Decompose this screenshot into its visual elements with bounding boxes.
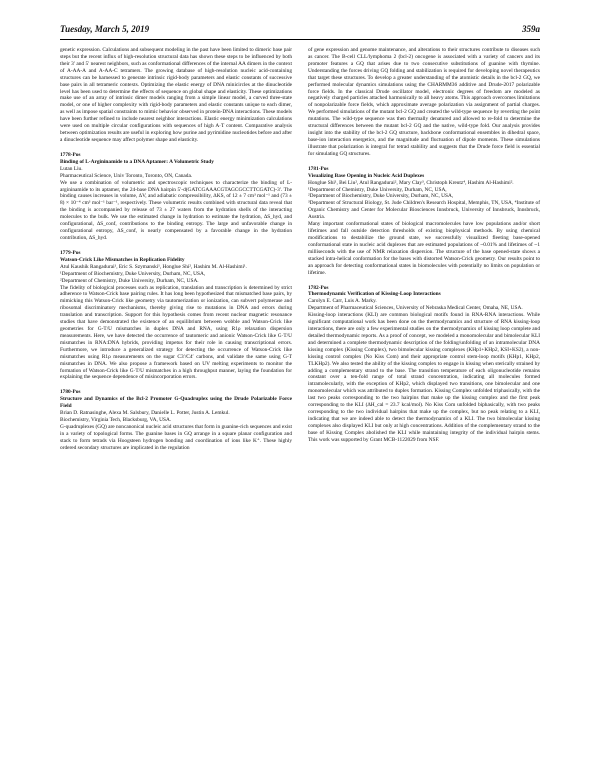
- abstract-authors: Brian D. Ratnasinghe, Alexa M. Salsbury, Danielle L. Potter, Justin A. Lemkul.: [60, 410, 230, 417]
- abstract-authors: Carolyn E. Carr, Luis A. Marky.: [308, 298, 377, 305]
- abstract-id: 1780-Pos: [60, 389, 81, 396]
- abstract-affiliations: [60, 173, 292, 180]
- abstract-title: Thermodynamic Verification of Kissing-Loop Interactions: [308, 291, 441, 298]
- abstract-title: Watson-Crick Like Mismatches in Replication Fidelity: [60, 256, 185, 263]
- affiliation: Department of Pharmaceutical Sciences, University of Nebraska Medical Center, Omaha, NE, USA.: [308, 305, 523, 312]
- abstract-1781: [308, 166, 540, 277]
- affiliation: ³Department of Structural Biology, St. Jude Children's Research Hospital, Memphis, TN, USA, ⁴Institute of Organic Chemistry and Center for Molecular Biosciences Innsbruck, University of Innsbruck, Innsbruck, Austria.: [308, 200, 540, 221]
- continued-text: genetic expression. Calculations and subsequent modeling in the past have been limited to dimeric base pair steps but the recent influx of high-resolution structural data has shown these steps to be influenced by both their 3′ and 5′ nearest neighbors, such as conformational differences of the internal AA dimers in the context of A-AA-A and A-AA-C tetramers. The growing database of high-resolution nucleic acid-containing structures can be harnessed to generate intrinsic rigid-body parameters and elastic constants of successive base pairs in all tetrameric contexts. Optimizing the elastic energy of DNA minicircles at the dinucleotide level has been used to determine the effects of sequence on global shape and elasticity. These optimizations make use of an array of intrinsic dimer models ranging from a simple linear model, a curved three-state model, or one of higher complexity with rigid-body parameters and elastic constants unique to each dimer, as well as impose spatial constraints to mimic behavior observed in protein-DNA interactions. These models have been further refined to include nearest neighbor interactions. Elastic energy minimization calculations were used on multiple circular configurations with sequences of high A·T content. Comparative analysis between optimization results are useful in exploring how purine and pyrimidine nucleotides before and after a dinucleotide sequence may affect polymer shape and elasticity.: [60, 47, 292, 143]
- abstract-id: 1782-Pos: [308, 284, 329, 291]
- abstract-1778: [60, 152, 292, 242]
- affiliation: ¹Department of Chemistry, Duke University, Durham, NC, USA,: [308, 186, 447, 193]
- abstract-id: 1779-Pos: [60, 249, 81, 256]
- continued-text: of gene expression and genome maintenance, and alterations to their structures contribute to diseases such as cancer. The B-cell CLL/lymphoma 2 (bcl-2) oncogene is associated with a variety of cancers and its promoter features a GQ that arises due to two consecutive substitutions of guanine with thymine. Understanding the forces driving GQ folding and stabilization is required for developing novel therapeutics that target these structures. To develop a greater understanding of the atomistic details in the bcl-2 GQ, we performed molecular dynamics simulations using the CHARMM36 additive and Drude-2017 polarizable force fields. In the classical Drude oscillator model, electronic degrees of freedom are modeled as negatively charged particles attached harmonically to all heavy atoms. This approach overcomes limitations of nonpolarizable force fields, which approximate average polarization via assignment of partial charges. We performed simulations of the mutant bcl-2 GQ and created the wild-type sequence by reverting the point mutations. The wild-type sequence was then thermally denatured and allowed to re-fold to determine the structural differences between the mutant bcl-2 GQ and the native, wild-type fold. Our analysis provides insight into the stability of the bcl-2 GQ structure, backbone conformational ensembles in dihedral space, base-ion interaction energetics, and the magnitude and fluctuation of dipole moments. These simulations illustrate that polarization is integral for tetrad stability and suggests that the Drude force field is essential for simulating GQ structures.: [308, 47, 540, 157]
- abstract-title: Visualizing Base Opening in Nucleic Acid Duplexes: [308, 172, 425, 179]
- affiliation: ²Department of Chemistry, Duke University, Durham, NC, USA.: [60, 277, 199, 284]
- abstract-body: We use a combination of volumetric and spectroscopic techniques to characterize the binding of L-argininamide to its aptamer, the 24-base DNA hairpin 5′-d(GATCGAAACGTAGCGCCTTCGATC)-3′. The binding causes increases in volume, ΔV, and adiabatic compressibility, ΔKS, of 12 ± 7 cm³ mol⁻¹ and (73 ± 8) × 10⁻⁴ cm³ mol⁻¹ bar⁻¹, respectively. These volumetric results combined with structural data reveal that the binding is accompanied by release of 73 ± 27 waters from the hydration shells of the interacting molecules to the bulk. We use the estimated change in hydration to estimate the hydration, ΔS_hyd, and configurational, ΔS_conf, contributions to the binding entropy. The large and unfavorable change in configurational entropy, ΔS_conf, is nearly compensated by a favorable change in the hydration contribution, ΔS_hyd.: [60, 179, 292, 241]
- header-rule: [60, 39, 540, 40]
- abstract-affiliations: [60, 271, 292, 285]
- left-column: [60, 47, 292, 452]
- header-date: Tuesday, March 5, 2019: [60, 24, 150, 34]
- abstract-body: Kissing-loop interactions (KLI) are common biological motifs found in RNA-RNA interactions. While significant computational work has been done on the thermodynamics and structure of RNA kissing-loop interactions, there are only a few experimental studies on the thermodynamics of kissing loop complete and detailed thermodynamic reports. As a proof of concept, we modeled a monomolecular and bimolecular KLI and determined a complete thermodynamic description of the folding/unfolding of an intramolecular DNA kissing complex (Kissing Complex), two bimolecular kissing complexes (KHp1+KHp2, KSI+KS2), a non-kissing control complex (No Kiss Com) and their appropriate control stem-loop motifs (KHp1, KHp2, TLKHp2). We also tested the ability of the kissing complex to engage in kissing when sterically strained by adding a complementary strand to the base. The transition temperature of each oligonucleotide remains constant over a ten-fold range of total strand concentration, indicating all molecules formed intramolecularly, with the exception of KHp2, which displayed two transitions, one bimolecular and one monomolecular which was attributed to duplex formation. Kissing Complex unfolded triphasically, with the last two peaks corresponding to the two hairpins that make up the kissing complex and the first peak corresponding to the KLI (ΔH_cal = 23.7 kcal/mol). No Kiss Com unfolded biphasically, with two peaks corresponding to the two individual hairpins that make up the complex, but no peak relating to a KLI, indicating that we are indeed able to detect the thermodynamics of a KLI. The two bimolecular kissing complexes also displayed KLI but only at high concentrations. Addition of the complementary strand to the base of Kissing Complex abolished the KLI while maintaining integrity of the individual hairpin stems. This work was supported by Grant MCB-1122029 from NSF.: [308, 312, 540, 443]
- abstract-authors: Atul Kaushik Rangadurai¹, Eric S. Szymanski¹, Honglue Shi², Hashim M. Al-Hashimi¹.: [60, 263, 247, 270]
- abstract-1782: [308, 285, 540, 444]
- abstract-title: Structure and Dynamics of the Bcl-2 Promoter G-Quadruplex using the Drude Polarizable Force Field: [60, 396, 292, 410]
- abstract-authors: Lutan Liu.: [60, 165, 83, 172]
- abstract-authors: Honglue Shi¹, Bei Liu², Atul Rangadurai², Mary Clay³, Christoph Kreutz⁴, Hashim Al-Hashimi².: [308, 179, 514, 186]
- abstract-id: 1778-Pos: [60, 151, 81, 158]
- running-header: [60, 24, 540, 38]
- abstract-body: Many important conformational states of biological macromolecules have low populations and/or short lifetimes and fall outside detection thresholds of existing biophysical methods. By using chemical modifications to destabilize the ground state, we successfully visualized fleeting base-opened conformational state in nucleic acid duplexes that are estimated populations of ~0.01% and lifetimes of ~1 milliseconds with the use of NMR relaxation dispersion. The structure of the base opened-state shows a stacked intra-helical conformation for the bases with distorted Watson-Crick geometry. Our results point to an approach for detecting conformational states in biomolecules with potentially no limits on population or lifetime.: [308, 221, 540, 276]
- abstract-title: Binding of L-Argininamide to a DNA Aptamer: A Volumetric Study: [60, 158, 214, 165]
- affiliation: Pharmaceutical Science, Univ Toronto, Toronto, ON, Canada.: [60, 172, 193, 179]
- header-page-number: 359a: [522, 24, 540, 34]
- affiliation: ²Department of Biochemistry, Duke University, Durham, NC, USA,: [308, 193, 454, 200]
- abstract-body: G-quadruplexes (GQ) are noncanonical nucleic acid structures that form in guanine-rich sequences and exist in a variety of topological forms. The guanine bases in GQ arrange in a square planar configuration and stack to form tetrads via Hoogsteen hydrogen bonding and coordination of ions like K⁺. These highly ordered secondary structures are implicated in the regulation: [60, 424, 292, 451]
- abstract-affiliations: [60, 417, 292, 424]
- abstract-affiliations: [308, 187, 540, 222]
- abstract-id: 1781-Pos: [308, 165, 329, 172]
- abstract-1780: [60, 389, 292, 451]
- right-column: [308, 47, 540, 444]
- affiliation: Biochemistry, Virginia Tech, Blacksburg, VA, USA.: [60, 417, 172, 424]
- affiliation: ¹Department of Biochemistry, Duke University, Durham, NC, USA,: [60, 270, 206, 277]
- abstract-body: The fidelity of biological processes such as replication, translation and transcription is determined by strict adherence to Watson-Crick base pairing rules. It has long been hypothesized that mismatched base pairs, by mimicking this Watson-Crick like geometry via tautomerization or ionization, can subvert polymerase and ribosomal discriminatory mechanisms, thereby giving rise to mutations in DNA and errors during translation and transcription. Support for this hypothesis comes from recent nuclear magnetic resonance studies that have demonstrated the existence of an equilibrium between wobble and Watson-Crick like geometries for G-T/U mismatches in duplex DNA and RNA, using R1ρ relaxation dispersion measurements. Here, we have detected the occurrence of tautomeric and anionic Watson-Crick like G·T/U mismatches in RNA:DNA hybrids, providing impetus for their role in causing transcriptional errors. Furthermore, we introduce a generalized strategy for detecting the occurrence of Watson-Crick like mismatches using R1ρ measurements on the sugar C3′/C4′ carbons, and validate the same using G-T mismatches in DNA. We also propose a framework based on UV melting experiments to monitor the formation of Watson-Crick like G·T/U mismatches in a high throughput manner, laying the foundation for explaining the sequence dependence of misincorporation errors.: [60, 284, 292, 381]
- abstract-1779: [60, 250, 292, 382]
